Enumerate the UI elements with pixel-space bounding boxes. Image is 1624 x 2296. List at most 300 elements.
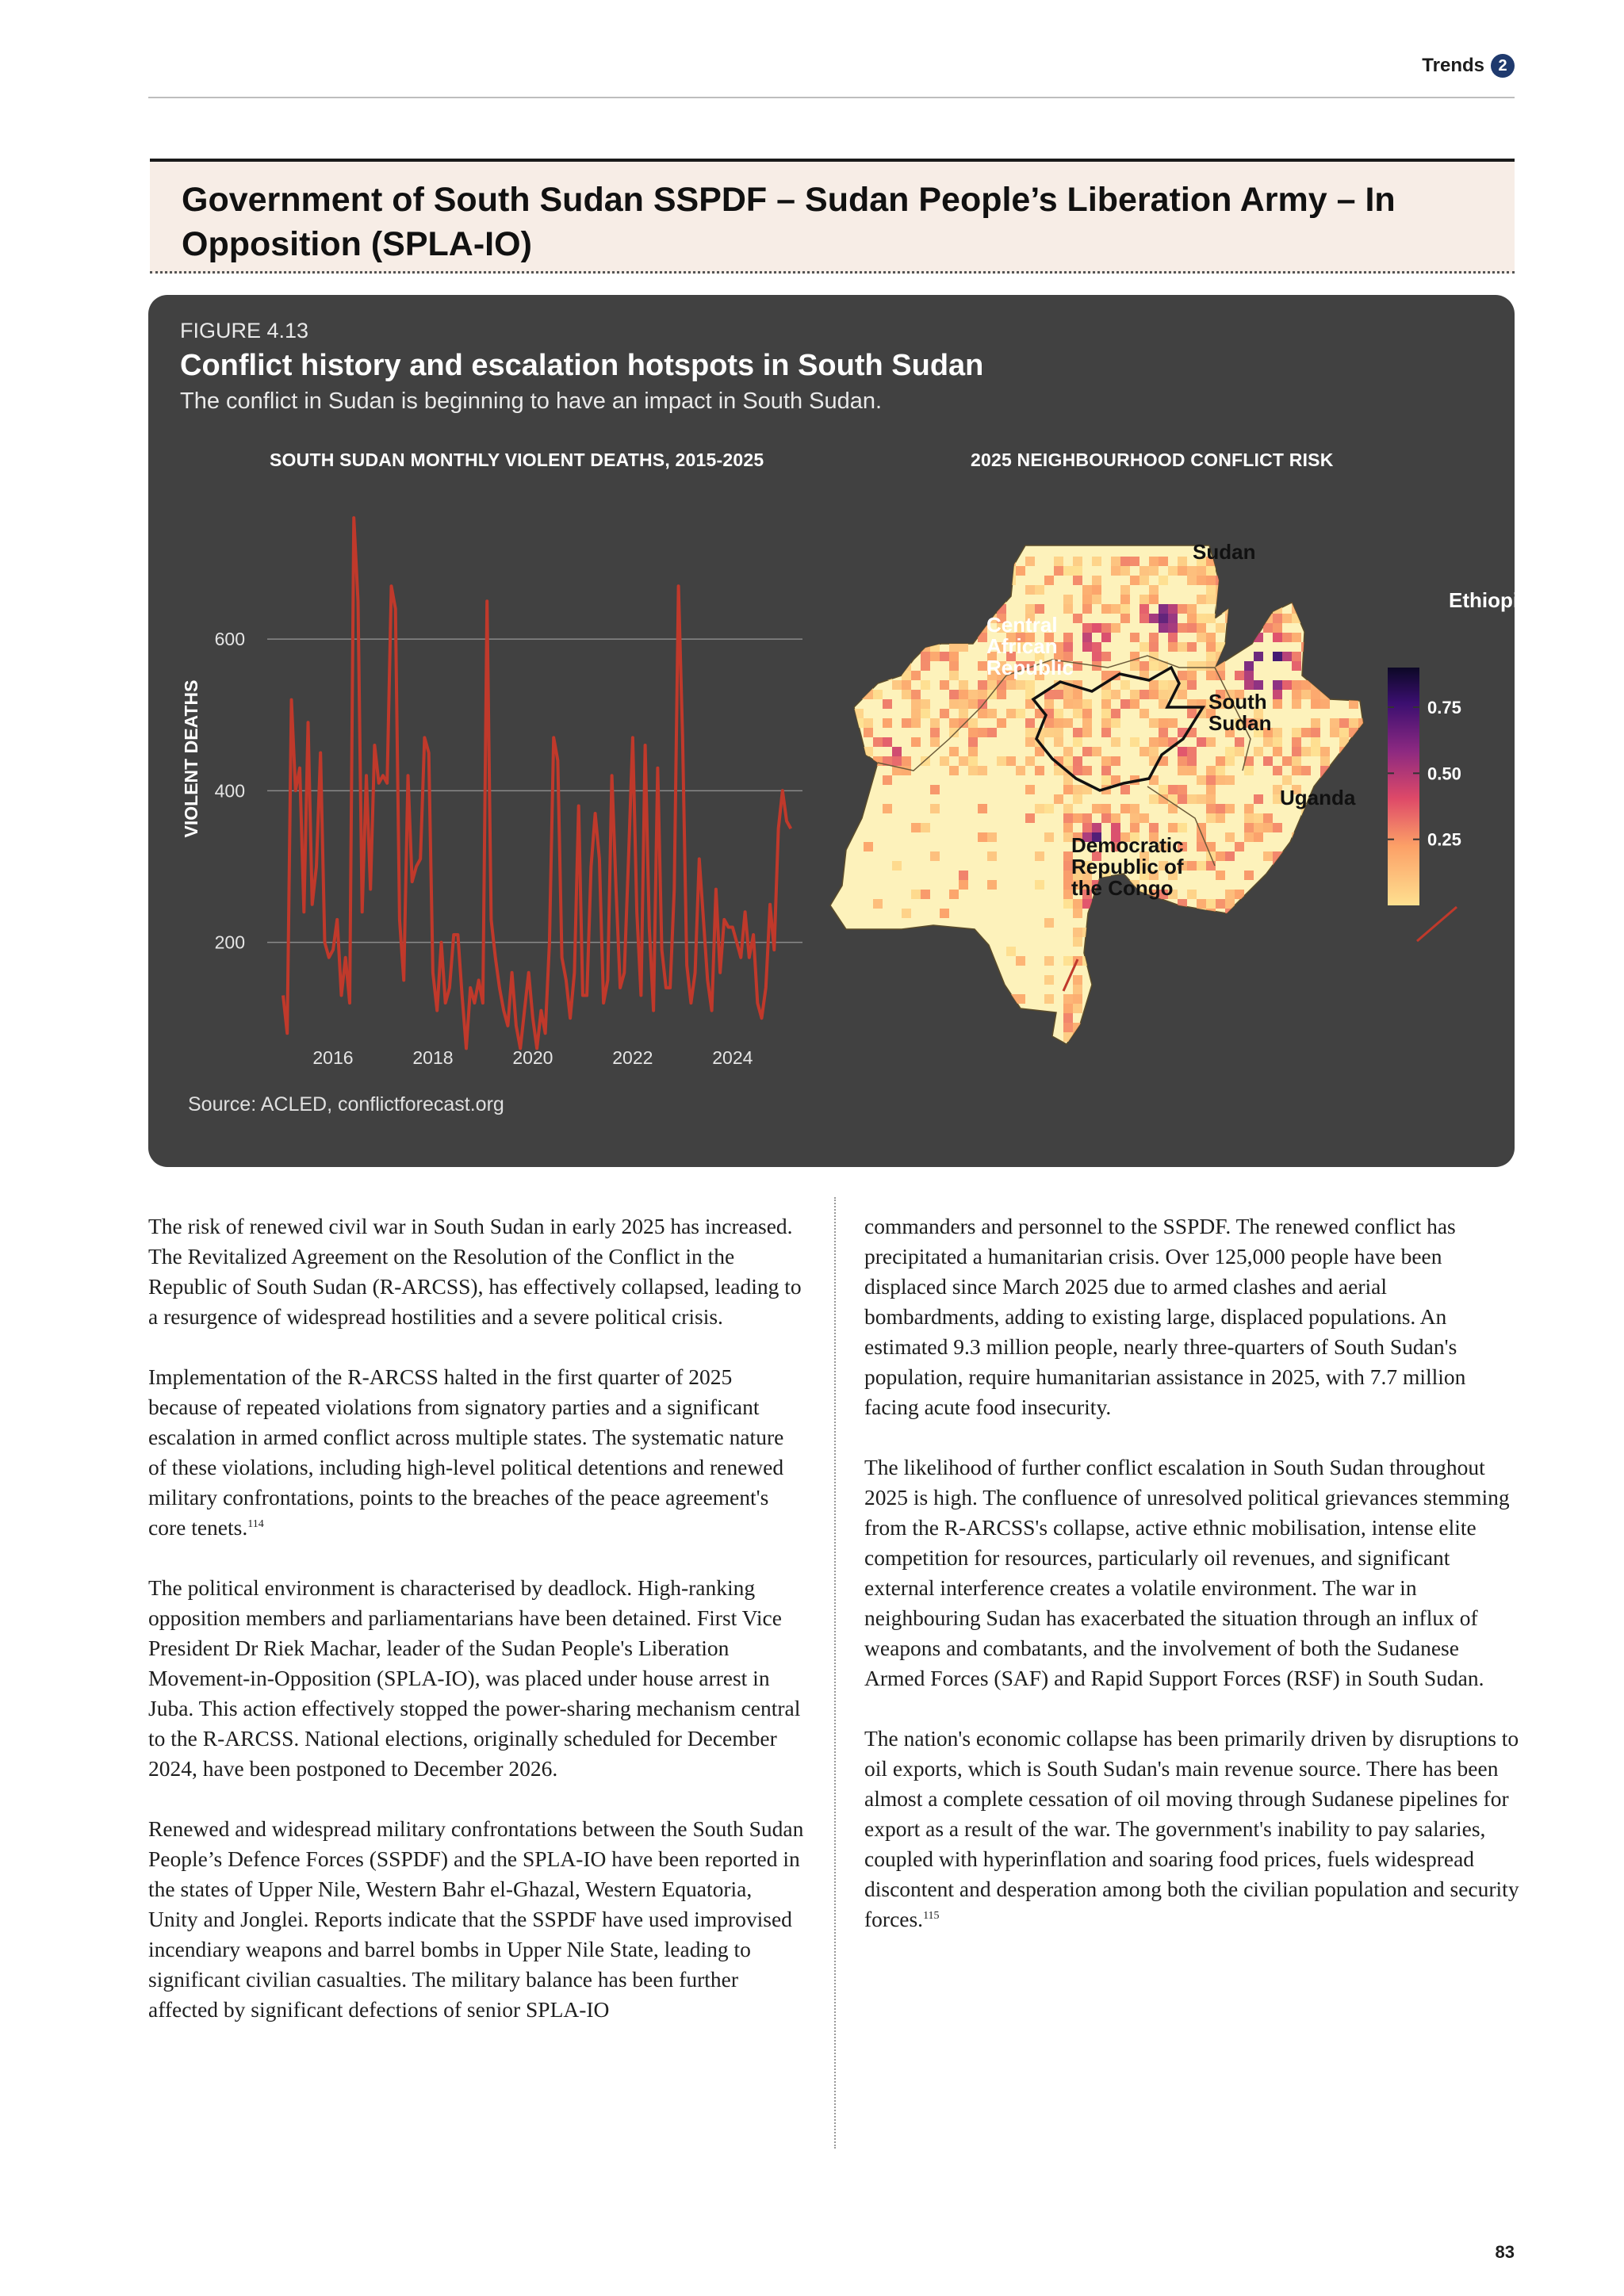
risk-cell (921, 680, 930, 690)
risk-cell (1130, 804, 1139, 813)
risk-cell (1197, 918, 1206, 928)
risk-cell (1301, 728, 1311, 737)
risk-cell (930, 642, 940, 652)
risk-cell (1111, 756, 1120, 766)
risk-cell (940, 614, 949, 623)
risk-cell (1339, 775, 1349, 785)
risk-cell (1320, 909, 1330, 918)
risk-cell (1225, 756, 1235, 766)
risk-cell (1025, 737, 1035, 747)
risk-cell (1073, 985, 1082, 994)
risk-cell (1311, 737, 1320, 747)
risk-cell (1311, 566, 1320, 576)
risk-cell (1063, 956, 1073, 966)
risk-cell (1282, 890, 1292, 899)
risk-cell (1206, 899, 1216, 909)
risk-cell (1101, 652, 1111, 661)
risk-cell (873, 1032, 883, 1042)
risk-cell (1187, 1032, 1197, 1042)
risk-cell (1063, 566, 1073, 576)
risk-cell (968, 699, 978, 709)
risk-cell (1206, 671, 1216, 680)
risk-cell (1216, 585, 1225, 595)
risk-cell (902, 766, 911, 775)
risk-cell (1225, 804, 1235, 813)
risk-cell (1178, 785, 1187, 794)
risk-cell (1273, 633, 1282, 642)
risk-cell (1025, 557, 1035, 566)
risk-cell (1206, 813, 1216, 823)
risk-cell (1111, 604, 1120, 614)
risk-cell (930, 785, 940, 794)
risk-cell (1130, 576, 1139, 585)
risk-cell (1044, 956, 1054, 966)
risk-cell (1139, 813, 1149, 823)
risk-cell (1187, 861, 1197, 871)
risk-cell (1292, 699, 1301, 709)
risk-cell (883, 652, 892, 661)
risk-cell (968, 756, 978, 766)
risk-cell (1073, 756, 1082, 766)
risk-cell (1178, 623, 1187, 633)
risk-cell (1273, 623, 1282, 633)
risk-cell (1292, 880, 1301, 890)
risk-cell (1311, 576, 1320, 585)
risk-cell (1358, 785, 1368, 794)
risk-cell (949, 890, 959, 899)
risk-cell (1235, 633, 1244, 642)
risk-cell (1054, 728, 1063, 737)
risk-cell (1216, 756, 1225, 766)
risk-cell (949, 652, 959, 661)
risk-cell (968, 737, 978, 747)
risk-cell (1206, 1032, 1216, 1042)
risk-cell (1159, 680, 1168, 690)
risk-cell (1320, 680, 1330, 690)
risk-cell (1282, 756, 1292, 766)
risk-cell (1197, 861, 1206, 871)
risk-cell (864, 652, 873, 661)
risk-cell (1187, 947, 1197, 956)
risk-cell (1292, 728, 1301, 737)
risk-cell (987, 880, 997, 890)
risk-cell (1063, 804, 1073, 813)
risk-cell (1101, 775, 1111, 785)
risk-cell (1101, 709, 1111, 718)
risk-cell (902, 604, 911, 614)
risk-cell (1225, 832, 1235, 842)
risk-cell (1063, 1013, 1073, 1023)
risk-cell (1273, 975, 1282, 985)
risk-cell (1139, 928, 1149, 937)
risk-cell (959, 680, 968, 690)
risk-cell (864, 690, 873, 699)
risk-cell (873, 633, 883, 642)
risk-cell (1349, 871, 1358, 880)
risk-cell (1244, 909, 1254, 918)
risk-cell (1244, 966, 1254, 975)
line-chart-title: SOUTH SUDAN MONTHLY VIOLENT DEATHS, 2015-2025 (270, 450, 764, 470)
risk-cell (968, 747, 978, 756)
risk-cell (1301, 842, 1311, 851)
risk-cell (1292, 747, 1301, 756)
risk-cell (1159, 737, 1168, 747)
paragraph-text: The nation's economic collapse has been primarily driven by disruptions to oil exports, which is South Sudan's main revenue source. There has been almost a complete cessation of oil moving through Sudanese pipelines for export as a result of the war. The government's inability to pay salaries, coupled with hyperinflation and soaring food prices, fuels widespread discontent and desperation among both the civilian population and security forces. (864, 1726, 1519, 1931)
label-line: Ethiopia (1449, 588, 1530, 612)
figure-number: FIGURE 4.13 (180, 319, 309, 342)
risk-cell (1244, 871, 1254, 880)
risk-cell (1282, 851, 1292, 861)
risk-cell (949, 699, 959, 709)
risk-cell (1197, 775, 1206, 785)
risk-cell (1178, 823, 1187, 832)
risk-cell (1263, 851, 1273, 861)
risk-cell (1197, 633, 1206, 642)
risk-cell (1292, 737, 1301, 747)
risk-cell (1349, 595, 1358, 604)
running-title: Trends (1422, 55, 1484, 76)
risk-cell (1073, 690, 1082, 699)
risk-cell (997, 690, 1006, 699)
figure-graphics (148, 295, 1530, 1167)
label-line: African (986, 634, 1058, 658)
risk-cell (1301, 690, 1311, 699)
risk-cell (1244, 994, 1254, 1004)
risk-cell (1149, 994, 1159, 1004)
risk-cell (902, 652, 911, 661)
risk-cell (892, 585, 902, 595)
risk-cell (1120, 937, 1130, 947)
risk-cell (1311, 1013, 1320, 1023)
risk-cell (1311, 956, 1320, 966)
risk-cell (1178, 899, 1187, 909)
risk-cell (987, 1013, 997, 1023)
paragraph (148, 1362, 806, 1543)
risk-cell (1273, 604, 1282, 614)
risk-cell (1006, 680, 1016, 690)
risk-cell (1178, 756, 1187, 766)
label-line: Democratic (1071, 833, 1184, 857)
risk-cell (1168, 566, 1178, 576)
risk-cell (1244, 595, 1254, 604)
risk-cell (1082, 747, 1092, 756)
risk-cell (1263, 756, 1273, 766)
risk-cell (1073, 614, 1082, 623)
risk-cell (1120, 785, 1130, 794)
risk-cell (1120, 614, 1130, 623)
risk-cell (1187, 756, 1197, 766)
risk-cell (1111, 947, 1120, 956)
risk-cell (1339, 985, 1349, 994)
page-number: 83 (1495, 2242, 1515, 2262)
risk-cell (1225, 1023, 1235, 1032)
risk-cell (1358, 918, 1368, 928)
risk-cell (1311, 861, 1320, 871)
risk-cell (1054, 718, 1063, 728)
label-line: Uganda (1280, 786, 1356, 809)
figure-title: Conflict history and escalation hotspots in South Sudan (180, 349, 984, 382)
risk-cell (1044, 804, 1054, 813)
risk-cell (1273, 614, 1282, 623)
risk-cell (1187, 966, 1197, 975)
risk-cell (1311, 747, 1320, 756)
risk-cell (949, 690, 959, 699)
risk-cell (1206, 785, 1216, 794)
risk-cell (1149, 794, 1159, 804)
risk-cell (1082, 813, 1092, 823)
risk-cell (873, 661, 883, 671)
figure-subtitle: The conflict in Sudan is beginning to have an impact in South Sudan. (180, 388, 883, 414)
risk-cell (1149, 747, 1159, 756)
risk-cell (1311, 690, 1320, 699)
risk-cell (1206, 775, 1216, 785)
risk-cell (1206, 909, 1216, 918)
risk-cell (892, 680, 902, 690)
risk-cell (1311, 909, 1320, 918)
risk-cell (1092, 966, 1101, 975)
risk-cell (1101, 1023, 1111, 1032)
risk-cell (1130, 823, 1139, 832)
risk-cell (1311, 842, 1320, 851)
risk-cell (1244, 975, 1254, 985)
risk-cell (1254, 633, 1263, 642)
risk-cell (1092, 956, 1101, 966)
risk-cell (864, 633, 873, 642)
risk-cell (1292, 1023, 1301, 1032)
risk-cell (1349, 918, 1358, 928)
risk-cell (1263, 899, 1273, 909)
risk-cell (1063, 823, 1073, 832)
risk-cell (1330, 975, 1339, 985)
risk-cell (1178, 557, 1187, 566)
risk-cell (921, 661, 930, 671)
risk-cell (1225, 994, 1235, 1004)
risk-cell (1339, 880, 1349, 890)
risk-cell (1054, 794, 1063, 804)
risk-cell (1273, 890, 1282, 899)
risk-cell (1216, 766, 1225, 775)
risk-cell (1216, 576, 1225, 585)
risk-cell (1168, 614, 1178, 623)
risk-cell (854, 680, 864, 690)
risk-cell (1339, 633, 1349, 642)
risk-cell (1292, 994, 1301, 1004)
risk-cell (1311, 699, 1320, 709)
risk-cell (902, 756, 911, 766)
risk-cell (1273, 766, 1282, 775)
risk-cell (1225, 890, 1235, 899)
risk-cell (1178, 766, 1187, 775)
risk-cell (1139, 966, 1149, 975)
risk-cell (1320, 756, 1330, 766)
risk-cell (1358, 966, 1368, 975)
risk-cell (968, 718, 978, 728)
risk-cell (978, 728, 987, 737)
risk-cell (1101, 718, 1111, 728)
risk-cell (1111, 823, 1120, 832)
risk-cell (1301, 566, 1311, 576)
risk-cell (1178, 909, 1187, 918)
label-line: Central (986, 613, 1058, 637)
risk-cell (1025, 756, 1035, 766)
label-line: Sudan (1208, 711, 1272, 735)
risk-cell (1139, 690, 1149, 699)
risk-cell (1244, 899, 1254, 909)
risk-cell (1092, 1023, 1101, 1032)
y-tick-label: 400 (214, 780, 245, 802)
risk-cell (911, 585, 921, 595)
risk-cell (1320, 937, 1330, 947)
risk-cell (911, 709, 921, 718)
risk-cell (1159, 718, 1168, 728)
risk-cell (1168, 956, 1178, 966)
risk-cell (1197, 966, 1206, 975)
risk-cell (1216, 871, 1225, 880)
risk-cell (892, 861, 902, 871)
risk-cell (1225, 595, 1235, 604)
risk-cell (1130, 699, 1139, 709)
colorbar (1388, 668, 1419, 905)
risk-cell (1254, 1004, 1263, 1013)
risk-cell (978, 690, 987, 699)
risk-cell (1149, 585, 1159, 595)
risk-cell (1358, 576, 1368, 585)
risk-cell (1225, 975, 1235, 985)
risk-cell (1016, 680, 1025, 690)
risk-cell (1082, 595, 1092, 604)
risk-cell (1282, 614, 1292, 623)
risk-cell (1092, 652, 1101, 661)
risk-cell (1092, 928, 1101, 937)
x-tick-label: 2018 (412, 1047, 454, 1068)
body-column-right (864, 1211, 1522, 1965)
risk-cell (959, 614, 968, 623)
risk-cell (1330, 966, 1339, 975)
risk-cell (1301, 585, 1311, 595)
risk-cell (1197, 899, 1206, 909)
risk-cell (1025, 785, 1035, 794)
risk-cell (1244, 985, 1254, 994)
risk-cell (1282, 775, 1292, 785)
body-column-left (148, 1211, 806, 2055)
risk-cell (1044, 718, 1054, 728)
paragraph: The political environment is characterised by deadlock. High-ranking opposition members and parliamentarians have been detained. First Vice President Dr Riek Machar, leader of the Sudan People's Liberation Movement-in-Opposition (SPLA-IO), was placed under house arrest in Juba. This action effectively stopped the power-sharing mechanism central to the R-ARCSS. National elections, originally scheduled for December 2024, have been postponed to December 2026. (148, 1575, 801, 1781)
risk-cell (1139, 604, 1149, 614)
risk-cell (1225, 775, 1235, 785)
risk-cell (1235, 595, 1244, 604)
risk-cell (883, 775, 892, 785)
risk-cell (1139, 918, 1149, 928)
risk-cell (892, 652, 902, 661)
risk-cell (1044, 918, 1054, 928)
risk-cell (1101, 756, 1111, 766)
risk-cell (1092, 985, 1101, 994)
risk-cell (1073, 576, 1082, 585)
risk-cell (1082, 633, 1092, 642)
risk-cell (1244, 623, 1254, 633)
risk-cell (1349, 585, 1358, 595)
risk-cell (1178, 747, 1187, 756)
risk-cell (1292, 832, 1301, 842)
risk-cell (1178, 604, 1187, 614)
risk-cell (1320, 918, 1330, 928)
risk-cell (911, 604, 921, 614)
map-region-label (1280, 786, 1356, 809)
risk-cell (921, 614, 930, 623)
risk-cell (1130, 994, 1139, 1004)
risk-cell (1139, 1032, 1149, 1042)
risk-cell (1282, 966, 1292, 975)
risk-cell (1082, 642, 1092, 652)
risk-cell (864, 728, 873, 737)
risk-cell (1197, 1013, 1206, 1023)
risk-cell (940, 909, 949, 918)
risk-cell (1273, 728, 1282, 737)
risk-cell (1187, 623, 1197, 633)
running-head (1422, 54, 1515, 78)
risk-cell (1330, 1032, 1339, 1042)
risk-cell (883, 642, 892, 652)
risk-cell (997, 756, 1006, 766)
risk-cell (930, 566, 940, 576)
risk-cell (883, 557, 892, 566)
risk-cell (1187, 928, 1197, 937)
risk-cell (1178, 1032, 1187, 1042)
risk-cell (1206, 661, 1216, 671)
risk-cell (1206, 737, 1216, 747)
risk-cell (1073, 737, 1082, 747)
risk-cell (1101, 804, 1111, 813)
risk-cell (1244, 804, 1254, 813)
risk-cell (940, 680, 949, 690)
risk-cell (1244, 813, 1254, 823)
risk-cell (1120, 680, 1130, 690)
risk-cell (1006, 994, 1016, 1004)
risk-cell (1178, 994, 1187, 1004)
risk-cell (1197, 842, 1206, 851)
risk-cell (968, 604, 978, 614)
risk-cell (1225, 1004, 1235, 1013)
risk-cell (1120, 595, 1130, 604)
map-region-label (1193, 540, 1255, 564)
risk-cell (940, 709, 949, 718)
risk-cell (1273, 899, 1282, 909)
risk-cell (911, 690, 921, 699)
risk-cell (1339, 823, 1349, 832)
risk-cell (1273, 823, 1282, 832)
risk-cell (911, 557, 921, 566)
risk-cell (1244, 1023, 1254, 1032)
label-line: South (1208, 690, 1267, 714)
risk-cell (911, 595, 921, 604)
risk-cell (1320, 1004, 1330, 1013)
risk-cell (1101, 956, 1111, 966)
risk-cell (1197, 614, 1206, 623)
risk-cell (1206, 614, 1216, 623)
risk-cell (1263, 937, 1273, 947)
risk-cell (987, 851, 997, 861)
risk-cell (1139, 614, 1149, 623)
risk-cell (1035, 804, 1044, 813)
risk-cell (1139, 642, 1149, 652)
y-tick-label: 200 (214, 932, 245, 953)
risk-cell (1197, 566, 1206, 576)
risk-cell (1187, 576, 1197, 585)
risk-cell (1339, 956, 1349, 966)
risk-cell (1149, 690, 1159, 699)
risk-cell (1225, 747, 1235, 756)
risk-cell (921, 633, 930, 642)
